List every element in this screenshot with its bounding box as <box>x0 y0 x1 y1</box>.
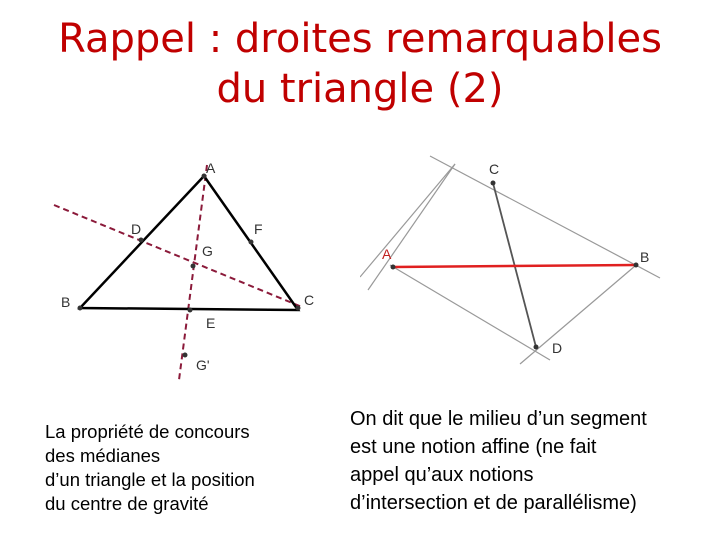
caption-left-line: du centre de gravité <box>45 493 209 514</box>
label-b: B <box>61 294 71 310</box>
label-c: C <box>304 292 315 308</box>
label-a: A <box>206 160 216 176</box>
segment-ab <box>393 265 636 267</box>
label-gp: G' <box>196 357 210 373</box>
label-d: D <box>552 340 563 356</box>
title-line-2: du triangle (2) <box>216 66 504 112</box>
caption-right-line: est une notion affine (ne fait <box>350 436 597 458</box>
label-b: B <box>640 249 650 265</box>
point-b <box>634 263 639 268</box>
line-ad <box>390 265 550 360</box>
point-d <box>139 238 144 243</box>
caption-right-line: On dit que le milieu d’un segment <box>350 408 647 430</box>
dashed-line-dc <box>54 205 302 307</box>
triangle-abc <box>80 176 298 310</box>
point-g <box>191 264 196 269</box>
point-e <box>188 308 193 313</box>
triangle-medians-figure <box>40 150 340 380</box>
title-line-1: Rappel : droites remarquables <box>58 16 662 62</box>
caption-left-line: des médianes <box>45 445 161 466</box>
caption-left-line: La propriété de concours <box>45 421 250 442</box>
point-b <box>78 306 83 311</box>
line-ca-ext <box>360 164 455 277</box>
caption-left-line: d’un triangle et la position <box>45 469 255 490</box>
caption-right-line: appel qu’aux notions <box>350 464 534 486</box>
point-c <box>296 306 301 311</box>
point-d <box>534 345 539 350</box>
line-bd <box>520 266 635 364</box>
segment-midpoint-figure <box>360 150 680 370</box>
point-gp <box>183 353 188 358</box>
label-a: A <box>382 246 392 262</box>
line-ac <box>368 164 455 290</box>
caption-right <box>350 405 700 517</box>
line-cb <box>430 156 660 278</box>
point-f <box>249 240 254 245</box>
point-a <box>391 265 396 270</box>
point-c <box>491 181 496 186</box>
label-f: F <box>254 221 263 237</box>
label-g: G <box>202 243 213 259</box>
label-e: E <box>206 315 216 331</box>
label-d: D <box>131 221 142 237</box>
caption-left <box>45 420 325 516</box>
label-c: C <box>489 161 500 177</box>
caption-right-line: d’intersection et de parallélisme) <box>350 492 637 514</box>
slide-title <box>0 14 720 114</box>
